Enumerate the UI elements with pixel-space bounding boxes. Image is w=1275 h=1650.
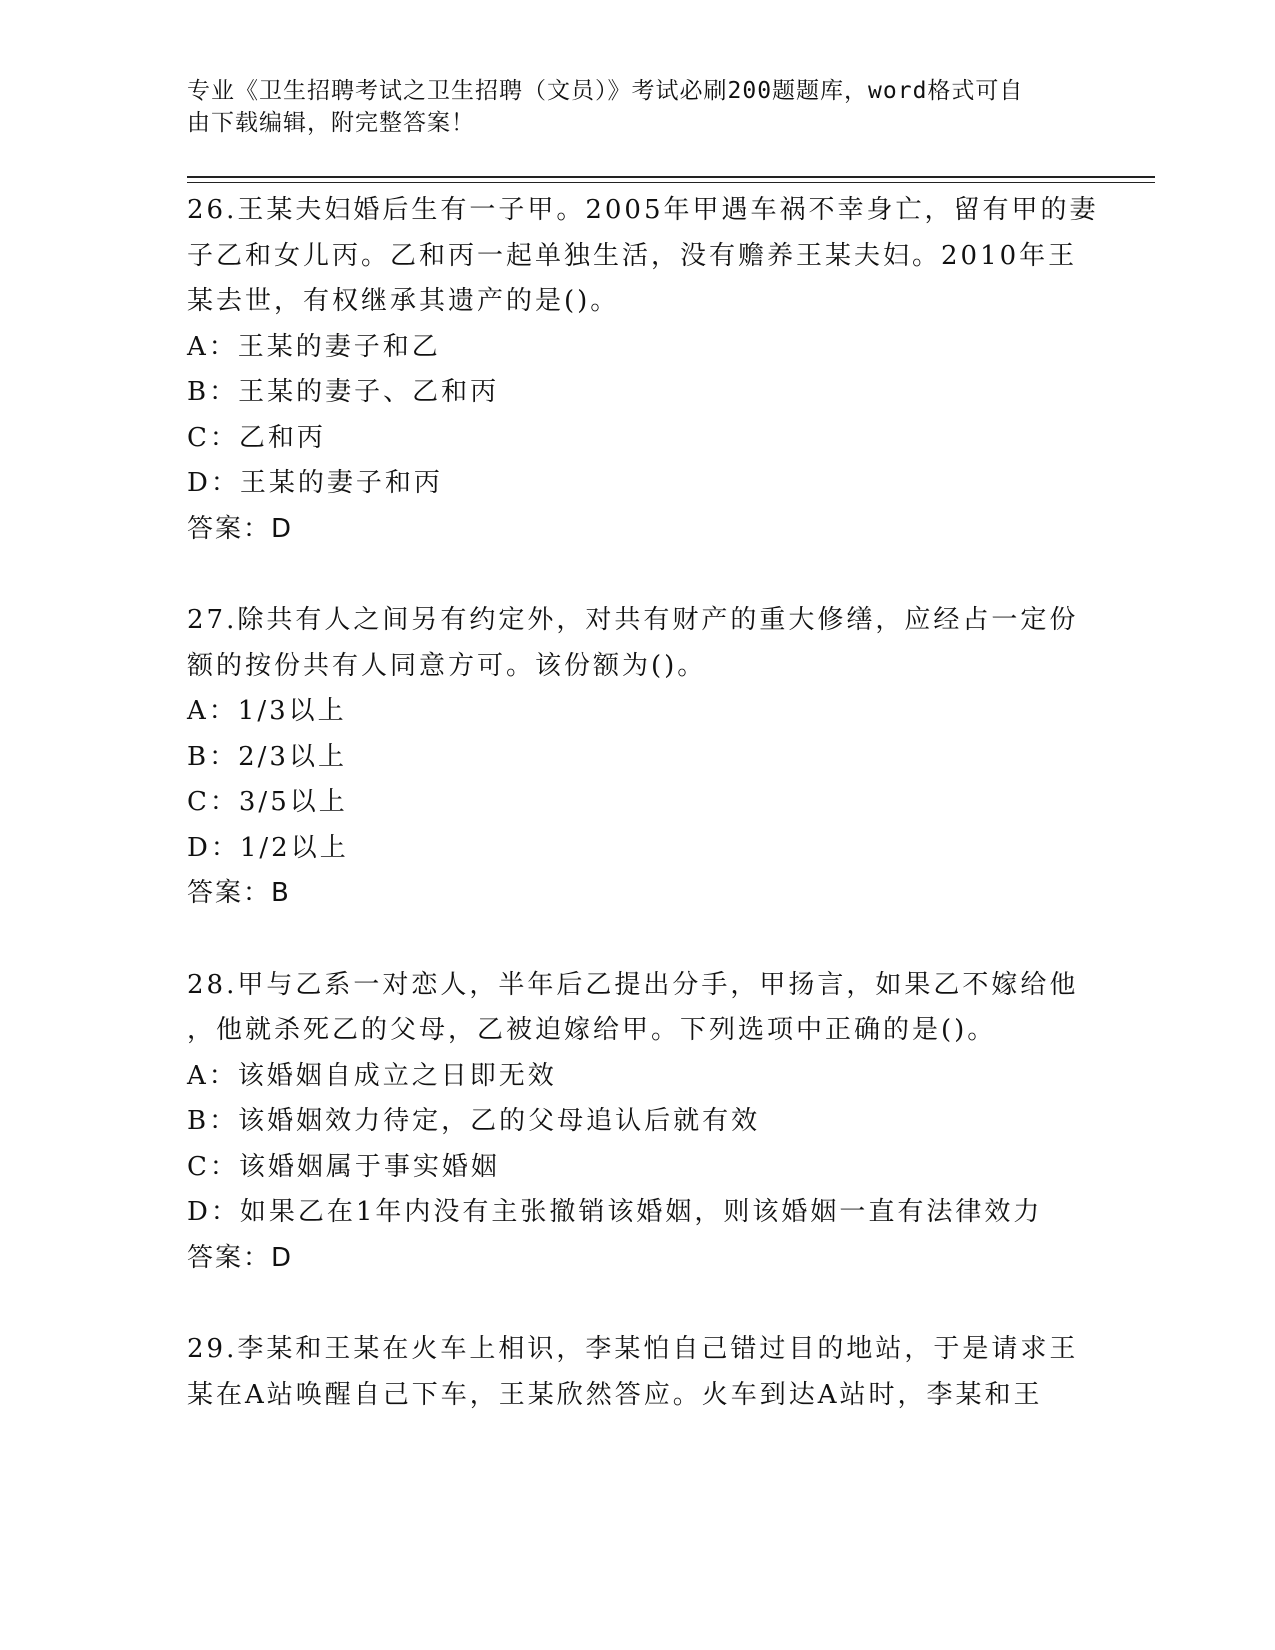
header-divider-thin [187, 182, 1155, 183]
answer-line: 答案：D [187, 1242, 294, 1273]
question-stem-line: 28.甲与乙系一对恋人，半年后乙提出分手，甲扬言，如果乙不嫁给他 [187, 969, 1079, 1000]
option-a: A：王某的妻子和乙 [187, 331, 441, 362]
question-28 [187, 963, 1087, 1282]
answer-line: 答案：B [187, 878, 291, 908]
option-b: B：该婚姻效力待定，乙的父母追认后就有效 [187, 1106, 761, 1136]
question-27 [187, 598, 1087, 917]
option-a: A：1/3以上 [187, 696, 347, 726]
header-divider-thick [187, 176, 1155, 178]
option-d: D：王某的妻子和丙 [187, 468, 443, 498]
question-stem-line: 26.王某夫妇婚后生有一子甲。2005年甲遇车祸不幸身亡，留有甲的妻 [187, 195, 1099, 225]
question-stem-line: ，他就杀死乙的父母，乙被迫嫁给甲。下列选项中正确的是()。 [187, 1015, 997, 1045]
option-b: B：2/3以上 [187, 741, 347, 772]
question-stem-line: 27.除共有人之间另有约定外，对共有财产的重大修缮，应经占一定份 [187, 605, 1079, 635]
option-d: D：1/2以上 [187, 832, 349, 863]
answer-line: 答案：D [187, 513, 294, 544]
option-c: C：乙和丙 [187, 422, 326, 453]
question-stem-line: 额的按份共有人同意方可。该份额为()。 [187, 650, 707, 681]
option-d: D：如果乙在1年内没有主张撤销该婚姻，则该婚姻一直有法律效力 [187, 1197, 1043, 1227]
option-a: A：该婚姻自成立之日即无效 [187, 1060, 557, 1091]
option-c: C：3/5以上 [187, 787, 348, 817]
option-c: C：该婚姻属于事实婚姻 [187, 1151, 500, 1182]
question-29 [187, 1327, 1087, 1418]
question-stem-line: 某在A站唤醒自己下车，王某欣然答应。火车到达A站时，李某和王 [187, 1379, 1043, 1410]
header-title-line-2: 由下载编辑，附完整答案！ [187, 110, 475, 136]
question-26 [187, 188, 1099, 552]
header-title-line-1: 专业《卫生招聘考试之卫生招聘（文员）》考试必刷200题题库，word格式可自 [187, 78, 1024, 104]
document-header [187, 75, 1087, 139]
question-stem-line: 某去世，有权继承其遗产的是()。 [187, 286, 620, 316]
question-list [187, 188, 1099, 1464]
question-stem-line: 子乙和女儿丙。乙和丙一起单独生活，没有赡养王某夫妇。2010年王 [187, 240, 1078, 271]
question-stem-line: 29.李某和王某在火车上相识，李某怕自己错过目的地站，于是请求王 [187, 1334, 1079, 1364]
option-b: B：王某的妻子、乙和丙 [187, 377, 500, 407]
